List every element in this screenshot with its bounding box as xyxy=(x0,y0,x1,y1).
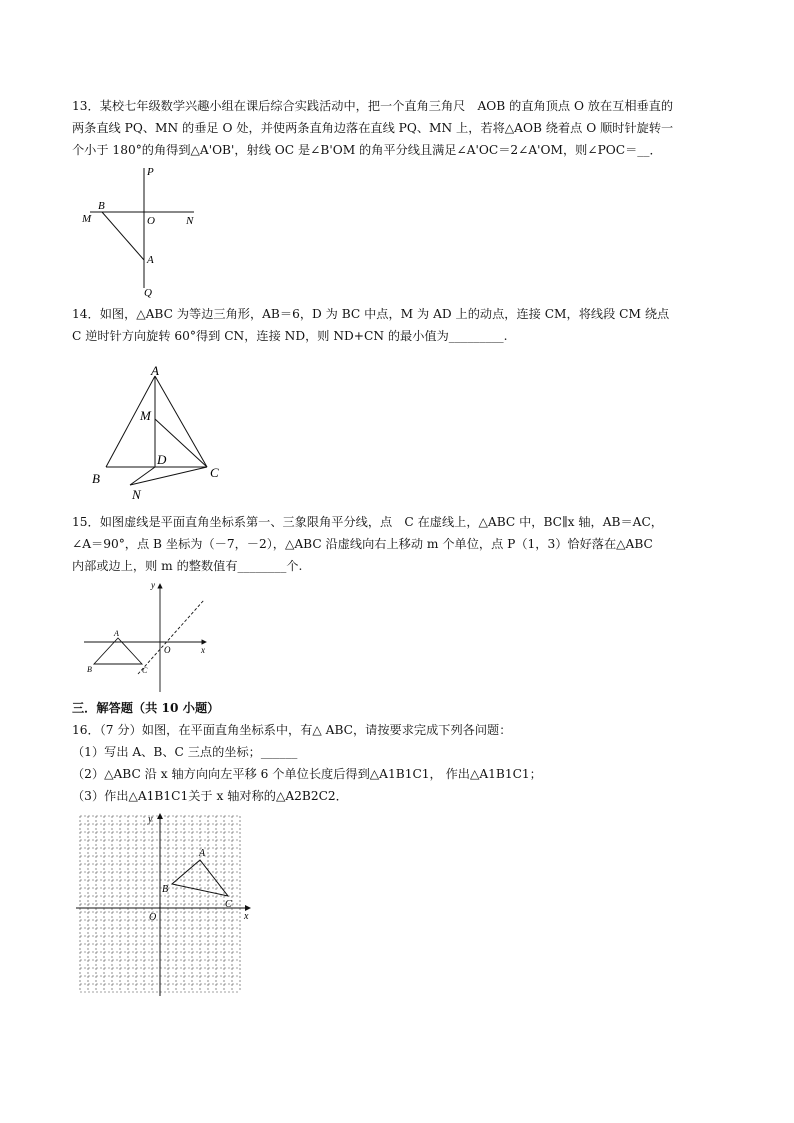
q15-line-2: ∠A＝90°，点 B 坐标为（－7，－2），△ABC 沿虚线向右上移动 m 个单位，点 P（1，3）恰好落在△ABC xyxy=(72,537,653,551)
label-b: B xyxy=(92,471,100,486)
label-o: O xyxy=(164,645,171,655)
q13-line-1: 13．某校七年级数学兴趣小组在课后综合实践活动中，把一个直角三角尺 AOB 的直角顶点 O 放在互相垂直的 xyxy=(72,99,674,113)
label-y: y xyxy=(148,814,153,825)
bisector-dashed xyxy=(138,600,204,674)
q16-intro: 16．（7 分）如图，在平面直角坐标系中，有△ ABC，请按要求完成下列各问题： xyxy=(72,723,512,737)
label-a: A xyxy=(114,629,119,638)
label-o: O xyxy=(147,215,155,227)
segment-cn xyxy=(130,467,207,485)
q16-grid-figure xyxy=(72,812,262,997)
q14-line-1: 14．如图，△ABC 为等边三角形，AB＝6，D 为 BC 中点，M 为 AD 上的动点，连接 CM，将线段 CM 绕点 xyxy=(72,307,670,321)
label-a: A xyxy=(199,848,206,859)
label-b: B xyxy=(98,200,105,212)
q15-line-1: 15．如图虚线是平面直角坐标系第一、三象限角平分线，点 C 在虚线上，△ABC 中，BC∥x 轴，AB＝AC， xyxy=(72,515,663,529)
label-b: B xyxy=(162,884,169,895)
label-n: N xyxy=(132,487,141,502)
q13-figure xyxy=(76,160,216,300)
label-c: C xyxy=(142,666,148,675)
label-n: N xyxy=(186,215,194,227)
label-y: y xyxy=(151,580,155,590)
segment-ba xyxy=(102,212,144,260)
label-b: B xyxy=(87,665,92,674)
label-o: O xyxy=(149,912,157,923)
label-c: C xyxy=(225,899,232,910)
label-x: x xyxy=(201,645,205,655)
q15-line-3: 内部或边上，则 m 的整数值有________个. xyxy=(72,559,303,573)
q16-part-3: （3）作出△A1B1C1关于 x 轴对称的△A2B2C2． xyxy=(72,789,348,803)
label-x: x xyxy=(244,911,249,922)
label-p: P xyxy=(147,166,154,178)
section-heading: 三．解答题（共 10 小题） xyxy=(72,701,220,715)
label-m: M xyxy=(140,408,151,423)
label-a: A xyxy=(151,363,159,378)
q13-line-3: 个小于 180°的角得到△A'OB'，射线 OC 是∠B'OM 的角平分线且满足∠A'OC＝2∠A'OM，则∠POC＝__． xyxy=(72,143,662,157)
q16-part-2: （2）△ABC 沿 x 轴方向向左平移 6 个单位长度后得到△A1B1C1， 作出△A1B1C1； xyxy=(72,767,542,781)
q14-line-2: C 逆时针方向旋转 60°得到 CN，连接 ND，则 ND+CN 的最小值为_________. xyxy=(72,329,508,343)
q14-figure xyxy=(88,363,238,503)
label-m: M xyxy=(82,213,92,225)
label-a: A xyxy=(147,254,154,266)
label-q: Q xyxy=(144,287,152,299)
q15-figure xyxy=(80,578,220,698)
q13-line-2: 两条直线 PQ、MN 的垂足 O 处，并使两条直角边落在直线 PQ、MN 上，若将△AOB 绕着点 O 顺时针旋转一 xyxy=(72,121,674,135)
q16-part-1: （1）写出 A、B、C 三点的坐标；______ xyxy=(72,745,298,759)
label-c: C xyxy=(210,465,219,480)
label-d: D xyxy=(157,452,167,467)
